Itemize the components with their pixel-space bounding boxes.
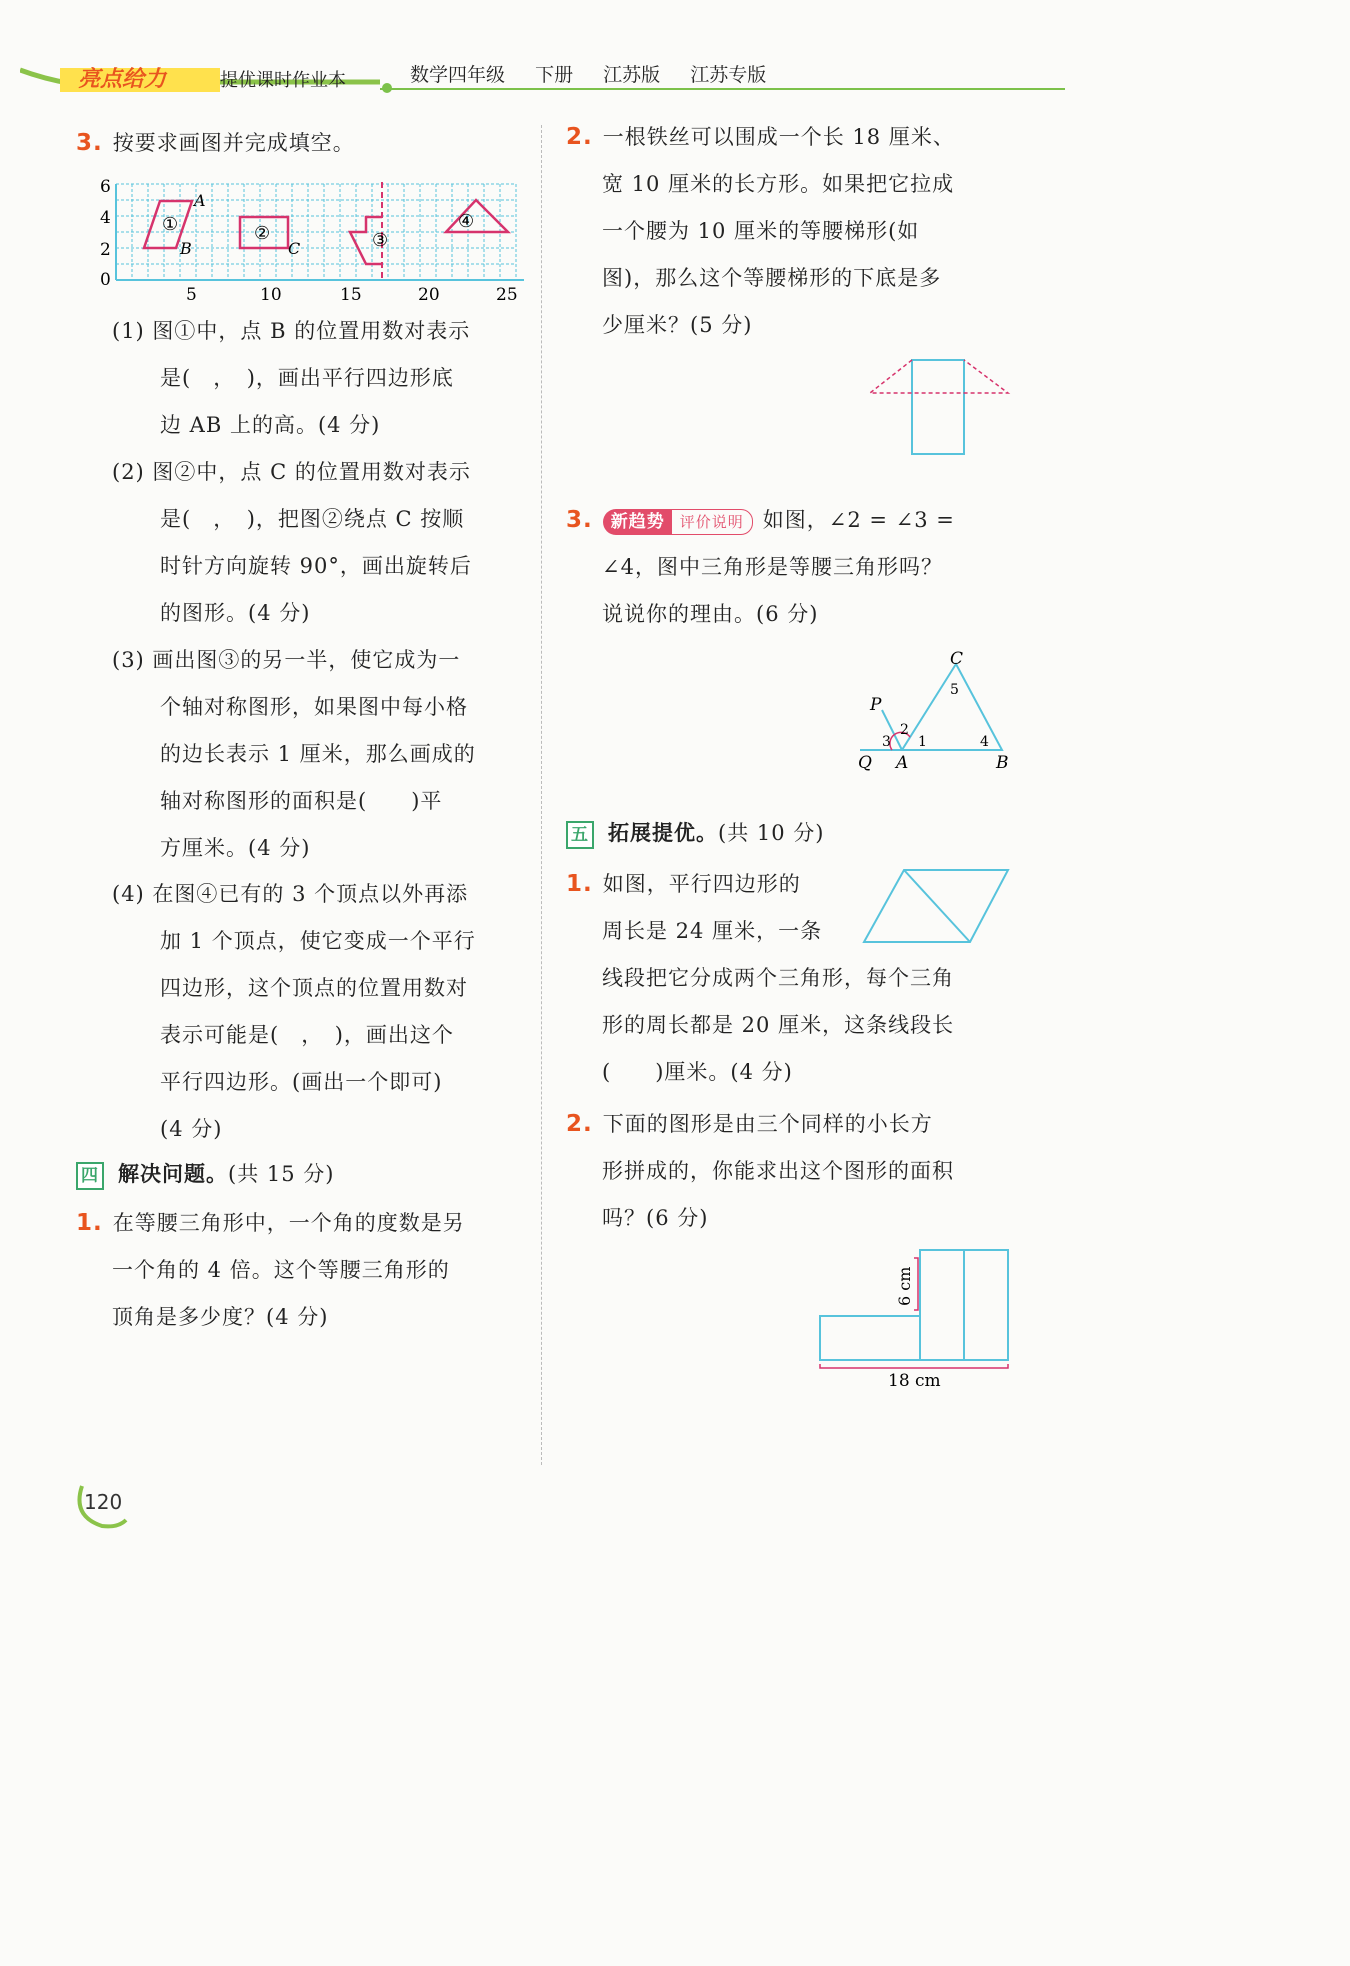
- section-4-heading: [76, 1151, 334, 1198]
- line: 下面的图形是由三个同样的小长方: [602, 1112, 933, 1136]
- line: 四边形，这个顶点的位置用数对: [160, 976, 468, 1000]
- coordinate-grid-figure: [96, 172, 528, 304]
- dimension-6cm-label: 6 cm: [895, 1266, 914, 1306]
- line: (3) 画出图③的另一半，使它成为一: [112, 648, 461, 672]
- line: 边 AB 上的高。(4 分): [160, 413, 381, 437]
- line: 形拼成的，你能求出这个图形的面积: [602, 1159, 954, 1183]
- line: (4) 在图④已有的 3 个顶点以外再添: [112, 882, 469, 906]
- line: 一个腰为 10 厘米的等腰梯形(如: [602, 219, 920, 243]
- angle-3-label: 3: [882, 734, 891, 750]
- point-b-label: B: [180, 239, 192, 258]
- x-tick: 15: [340, 285, 362, 304]
- line: 表示可能是( ， )，画出这个: [160, 1023, 454, 1047]
- section-4-question-1: [76, 1200, 536, 1341]
- section-5-question-2: [566, 1101, 1016, 1242]
- shape-4-label: ④: [458, 211, 475, 232]
- question-number: 1.: [76, 1210, 103, 1236]
- line: 如图，∠2 = ∠3 =: [762, 508, 955, 532]
- line: 一根铁丝可以围成一个长 18 厘米、: [602, 125, 955, 149]
- header-line: [380, 88, 1065, 90]
- edition-label: 江苏版: [603, 64, 661, 86]
- line: 如图，平行四边形的: [602, 872, 801, 896]
- line: 宽 10 厘米的长方形。如果把它拉成: [602, 172, 955, 196]
- angle-1-label: 1: [918, 734, 927, 750]
- shape-1-label: ①: [162, 214, 179, 235]
- sub-question-2: [112, 449, 532, 637]
- y-tick: 6: [100, 177, 111, 197]
- line: 周长是 24 厘米，一条: [602, 919, 823, 943]
- triangle-figure: [852, 644, 1022, 776]
- angle-4-label: 4: [980, 734, 989, 750]
- line: 是( ， )，把图②绕点 C 按顺: [160, 507, 465, 531]
- line: (4 分): [160, 1117, 223, 1141]
- line: 吗？(6 分): [602, 1206, 709, 1230]
- line: ( )厘米。(4 分): [602, 1060, 793, 1084]
- brand-logo: 亮点给力: [78, 67, 167, 92]
- section-title: 拓展提优。: [608, 821, 718, 845]
- angle-5-label: 5: [950, 682, 959, 698]
- line: 的图形。(4 分): [160, 601, 311, 625]
- x-tick: 5: [186, 285, 197, 304]
- y-tick: 0: [100, 270, 111, 290]
- shape-3-label: ③: [372, 230, 389, 251]
- vertex-c-label: C: [950, 649, 964, 669]
- x-tick: 10: [260, 285, 282, 304]
- question-text: 按要求画图并完成填空。: [112, 131, 355, 155]
- question-number: 2.: [566, 124, 593, 150]
- line: 在等腰三角形中，一个角的度数是另: [112, 1211, 465, 1235]
- y-tick: 2: [100, 240, 111, 260]
- section-score: (共 15 分): [228, 1162, 335, 1186]
- line: 是( ， )，画出平行四边形底: [160, 366, 454, 390]
- volume-label: 下册: [535, 64, 574, 86]
- section-badge: 五: [566, 821, 594, 849]
- right-question-2: [566, 114, 1016, 349]
- page-header: [20, 52, 1065, 102]
- line: 少厘米？(5 分): [602, 313, 753, 337]
- evaluation-tag: 评价说明: [671, 509, 753, 535]
- question-3-title: [76, 120, 355, 167]
- question-number: 3.: [566, 507, 593, 533]
- vertex-a-label: A: [896, 753, 909, 773]
- page-number: 120: [84, 1490, 123, 1514]
- question-number: 1.: [566, 871, 593, 897]
- point-p-label: P: [870, 695, 882, 715]
- line: ∠4，图中三角形是等腰三角形吗？: [602, 555, 943, 579]
- line: 顶角是多少度？(4 分): [112, 1305, 329, 1329]
- column-divider: [541, 125, 542, 1465]
- line: 平行四边形。(画出一个即可): [160, 1070, 443, 1094]
- sub-question-4: [112, 871, 532, 1153]
- line: 方厘米。(4 分): [160, 836, 311, 860]
- question-number: 3.: [76, 130, 103, 156]
- point-a-label: A: [194, 191, 206, 210]
- right-question-3: [566, 497, 1016, 638]
- line: 一个角的 4 倍。这个等腰三角形的: [112, 1258, 450, 1282]
- line: 的边长表示 1 厘米，那么画成的: [160, 742, 476, 766]
- line: (2) 图②中，点 C 的位置用数对表示: [112, 460, 471, 484]
- line: (1) 图①中，点 B 的位置用数对表示: [112, 319, 471, 343]
- book-info: [410, 60, 790, 87]
- section-score: (共 10 分): [718, 821, 825, 845]
- point-c-label: C: [288, 239, 301, 258]
- parallelogram-figure: [860, 866, 1012, 946]
- point-q-label: Q: [858, 753, 872, 773]
- trend-tag: 新趋势: [603, 509, 671, 535]
- angle-2-label: 2: [900, 722, 909, 738]
- line: 时针方向旋转 90°，画出旋转后: [160, 554, 472, 578]
- line: 说说你的理由。(6 分): [602, 602, 819, 626]
- x-tick: 25: [496, 285, 518, 304]
- dimension-18cm-label: 18 cm: [888, 1371, 941, 1391]
- line: 形的周长都是 20 厘米，这条线段长: [602, 1013, 955, 1037]
- shape-2-label: ②: [254, 223, 271, 244]
- line: 加 1 个顶点，使它变成一个平行: [160, 929, 476, 953]
- line: 线段把它分成两个三角形，每个三角: [602, 966, 954, 990]
- line: 个轴对称图形，如果图中每小格: [160, 695, 468, 719]
- y-tick: 4: [100, 208, 111, 228]
- section-title: 解决问题。: [118, 1162, 228, 1186]
- brand-subtitle: 提优课时作业本: [220, 70, 346, 91]
- question-number: 2.: [566, 1111, 593, 1137]
- special-label: 江苏专版: [690, 64, 767, 86]
- line: 轴对称图形的面积是( )平: [160, 789, 443, 813]
- trapezoid-figure: [868, 356, 1012, 460]
- section-5-heading: [566, 810, 824, 857]
- sub-question-3: [112, 637, 532, 872]
- subject-label: 数学四年级: [410, 64, 506, 86]
- x-tick: 20: [418, 285, 440, 304]
- composite-rectangle-figure: [816, 1246, 1016, 1392]
- line: 图)，那么这个等腰梯形的下底是多: [602, 266, 942, 290]
- section-badge: 四: [76, 1162, 104, 1190]
- sub-question-1: [112, 308, 532, 449]
- vertex-b-label: B: [996, 753, 1009, 773]
